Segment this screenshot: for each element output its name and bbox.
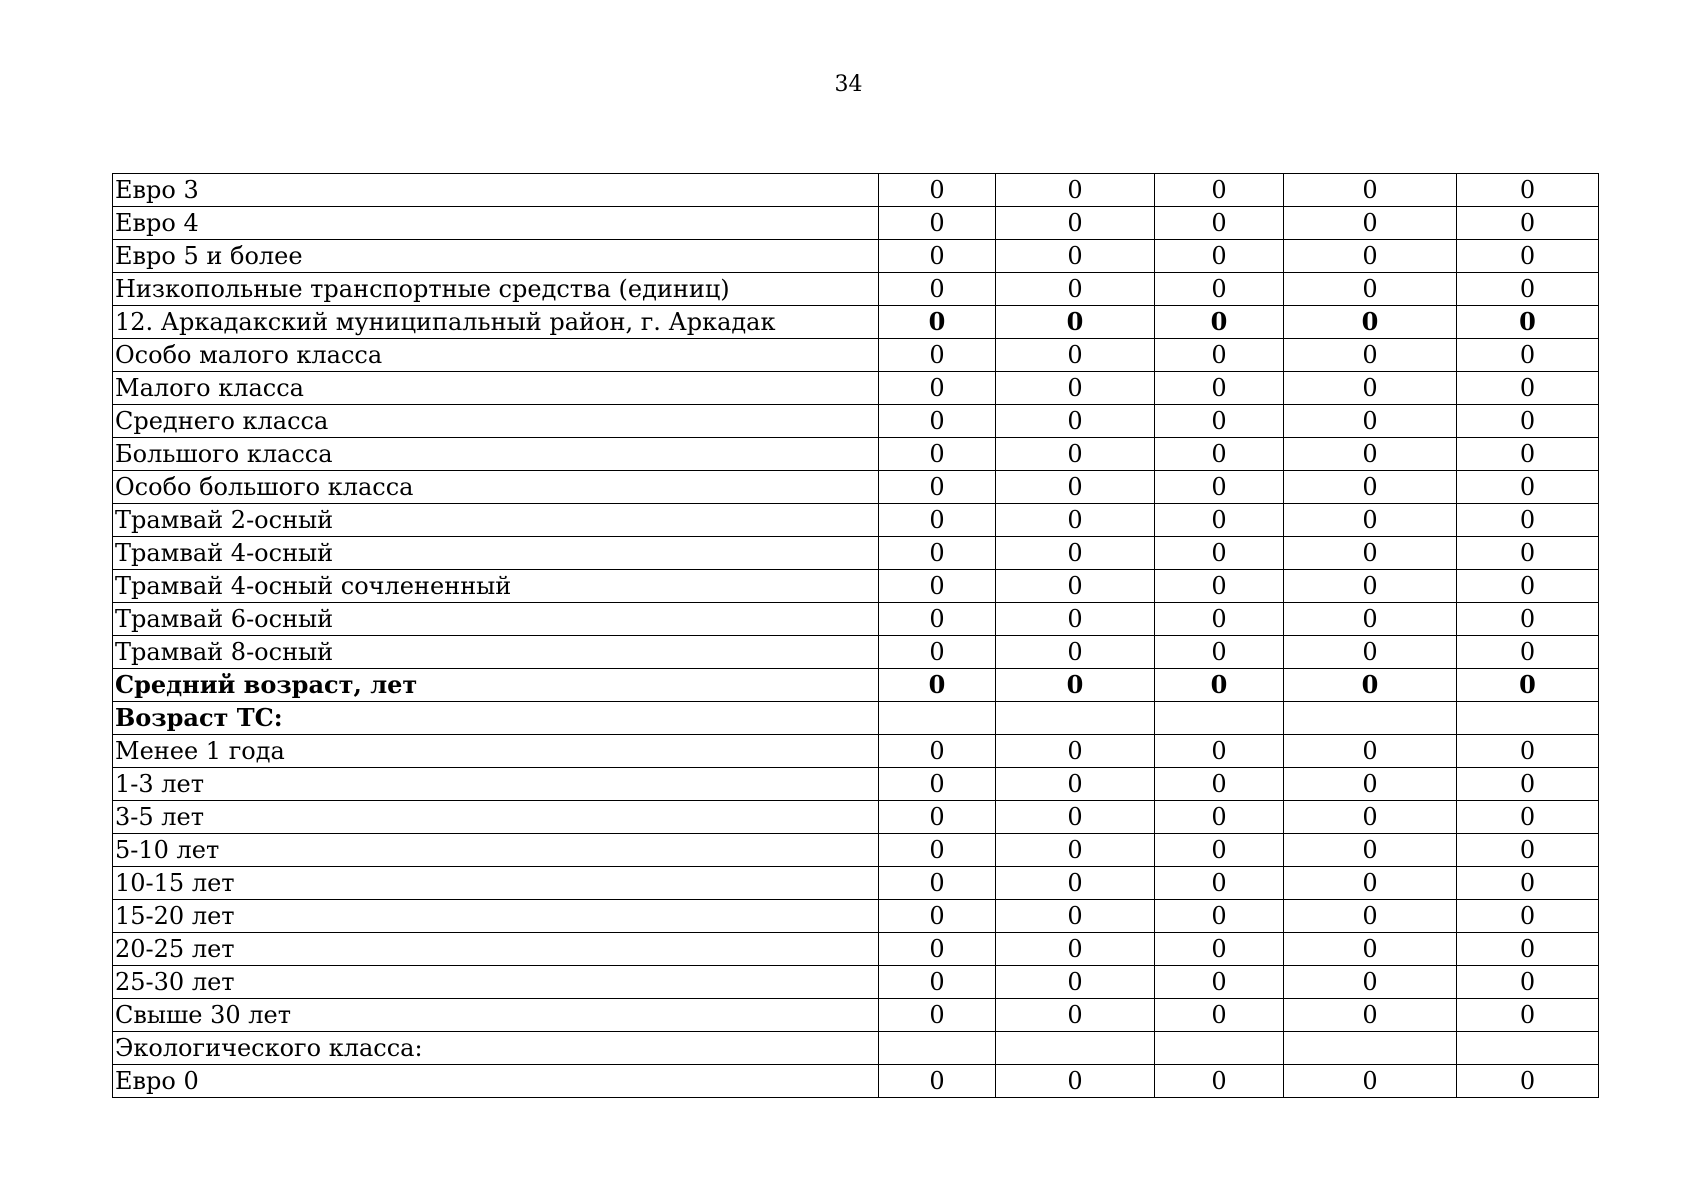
row-label: Трамвай 6-осный xyxy=(113,603,879,636)
value-cell: 0 xyxy=(879,273,996,306)
value-cell xyxy=(996,702,1155,735)
value-cell: 0 xyxy=(996,933,1155,966)
row-label: Трамвай 4-осный xyxy=(113,537,879,570)
value-cell: 0 xyxy=(1284,735,1457,768)
row-label: Евро 4 xyxy=(113,207,879,240)
value-cell: 0 xyxy=(1155,801,1284,834)
value-cell: 0 xyxy=(879,504,996,537)
value-cell: 0 xyxy=(1284,174,1457,207)
value-cell: 0 xyxy=(1155,207,1284,240)
value-cell: 0 xyxy=(996,669,1155,702)
table-row xyxy=(113,372,1599,405)
value-cell: 0 xyxy=(1155,636,1284,669)
row-label: Низкопольные транспортные средства (единиц) xyxy=(113,273,879,306)
value-cell: 0 xyxy=(879,834,996,867)
value-cell: 0 xyxy=(1457,966,1599,999)
value-cell: 0 xyxy=(879,1065,996,1098)
value-cell: 0 xyxy=(879,207,996,240)
value-cell: 0 xyxy=(879,471,996,504)
value-cell: 0 xyxy=(879,570,996,603)
value-cell: 0 xyxy=(1457,438,1599,471)
value-cell: 0 xyxy=(1284,240,1457,273)
value-cell: 0 xyxy=(1155,669,1284,702)
table-row xyxy=(113,768,1599,801)
value-cell: 0 xyxy=(879,174,996,207)
value-cell: 0 xyxy=(1284,207,1457,240)
value-cell: 0 xyxy=(1284,471,1457,504)
value-cell: 0 xyxy=(879,537,996,570)
value-cell: 0 xyxy=(1284,438,1457,471)
table-row xyxy=(113,504,1599,537)
row-label: 12. Аркадакский муниципальный район, г. Аркадак xyxy=(113,306,879,339)
table-row xyxy=(113,636,1599,669)
table-row xyxy=(113,1032,1599,1065)
value-cell: 0 xyxy=(1155,273,1284,306)
table-row xyxy=(113,867,1599,900)
value-cell: 0 xyxy=(1284,405,1457,438)
value-cell: 0 xyxy=(1284,834,1457,867)
value-cell: 0 xyxy=(1457,603,1599,636)
value-cell: 0 xyxy=(1457,636,1599,669)
value-cell: 0 xyxy=(1457,1065,1599,1098)
row-label: Особо большого класса xyxy=(113,471,879,504)
value-cell: 0 xyxy=(996,603,1155,636)
table-row xyxy=(113,702,1599,735)
value-cell: 0 xyxy=(1155,537,1284,570)
value-cell: 0 xyxy=(996,999,1155,1032)
value-cell: 0 xyxy=(996,372,1155,405)
value-cell: 0 xyxy=(879,867,996,900)
value-cell xyxy=(996,1032,1155,1065)
value-cell: 0 xyxy=(1457,207,1599,240)
value-cell: 0 xyxy=(1284,669,1457,702)
value-cell: 0 xyxy=(996,867,1155,900)
data-table xyxy=(112,173,1599,1098)
value-cell: 0 xyxy=(1284,273,1457,306)
value-cell: 0 xyxy=(996,801,1155,834)
row-label: Средний возраст, лет xyxy=(113,669,879,702)
value-cell xyxy=(1155,702,1284,735)
table-row xyxy=(113,339,1599,372)
value-cell: 0 xyxy=(879,801,996,834)
value-cell: 0 xyxy=(879,306,996,339)
row-label: Среднего класса xyxy=(113,405,879,438)
value-cell: 0 xyxy=(1155,768,1284,801)
value-cell: 0 xyxy=(1284,504,1457,537)
value-cell: 0 xyxy=(879,933,996,966)
row-label: Свыше 30 лет xyxy=(113,999,879,1032)
value-cell: 0 xyxy=(1457,570,1599,603)
row-label: Трамвай 2-осный xyxy=(113,504,879,537)
table-row xyxy=(113,570,1599,603)
value-cell: 0 xyxy=(1284,372,1457,405)
table-row xyxy=(113,471,1599,504)
value-cell xyxy=(879,702,996,735)
value-cell: 0 xyxy=(1155,1065,1284,1098)
value-cell: 0 xyxy=(1155,999,1284,1032)
value-cell: 0 xyxy=(1155,174,1284,207)
row-label: 1-3 лет xyxy=(113,768,879,801)
value-cell: 0 xyxy=(1457,306,1599,339)
row-label: Менее 1 года xyxy=(113,735,879,768)
table-row xyxy=(113,669,1599,702)
value-cell: 0 xyxy=(996,471,1155,504)
table-row xyxy=(113,306,1599,339)
value-cell: 0 xyxy=(1284,339,1457,372)
row-label: Экологического класса: xyxy=(113,1032,879,1065)
value-cell: 0 xyxy=(996,273,1155,306)
table-row xyxy=(113,537,1599,570)
value-cell: 0 xyxy=(1155,933,1284,966)
value-cell xyxy=(879,1032,996,1065)
value-cell: 0 xyxy=(1284,966,1457,999)
row-label: Особо малого класса xyxy=(113,339,879,372)
value-cell: 0 xyxy=(1457,900,1599,933)
table-row xyxy=(113,1065,1599,1098)
row-label: Трамвай 8-осный xyxy=(113,636,879,669)
value-cell: 0 xyxy=(1155,405,1284,438)
table-row xyxy=(113,834,1599,867)
row-label: Евро 0 xyxy=(113,1065,879,1098)
table-row xyxy=(113,735,1599,768)
value-cell: 0 xyxy=(996,966,1155,999)
value-cell: 0 xyxy=(1284,999,1457,1032)
value-cell: 0 xyxy=(879,438,996,471)
value-cell: 0 xyxy=(1284,636,1457,669)
value-cell: 0 xyxy=(1284,570,1457,603)
table-row xyxy=(113,966,1599,999)
value-cell: 0 xyxy=(996,174,1155,207)
value-cell: 0 xyxy=(1457,174,1599,207)
table-row xyxy=(113,273,1599,306)
value-cell: 0 xyxy=(996,438,1155,471)
value-cell: 0 xyxy=(1457,801,1599,834)
value-cell xyxy=(1457,1032,1599,1065)
row-label: Евро 3 xyxy=(113,174,879,207)
value-cell: 0 xyxy=(1457,339,1599,372)
value-cell: 0 xyxy=(996,306,1155,339)
table-row xyxy=(113,207,1599,240)
value-cell: 0 xyxy=(1155,966,1284,999)
value-cell: 0 xyxy=(1284,933,1457,966)
value-cell: 0 xyxy=(1155,339,1284,372)
value-cell: 0 xyxy=(1155,438,1284,471)
row-label: Большого класса xyxy=(113,438,879,471)
value-cell: 0 xyxy=(879,735,996,768)
row-label: 15-20 лет xyxy=(113,900,879,933)
value-cell: 0 xyxy=(996,504,1155,537)
value-cell: 0 xyxy=(996,405,1155,438)
value-cell: 0 xyxy=(1284,603,1457,636)
value-cell: 0 xyxy=(996,636,1155,669)
value-cell: 0 xyxy=(996,339,1155,372)
value-cell: 0 xyxy=(996,207,1155,240)
value-cell: 0 xyxy=(879,768,996,801)
value-cell: 0 xyxy=(996,537,1155,570)
table-body xyxy=(113,174,1599,1098)
page-number: 34 xyxy=(834,72,863,97)
table-row xyxy=(113,900,1599,933)
row-label: 5-10 лет xyxy=(113,834,879,867)
value-cell: 0 xyxy=(1457,834,1599,867)
value-cell: 0 xyxy=(1457,372,1599,405)
value-cell: 0 xyxy=(879,405,996,438)
value-cell xyxy=(1284,702,1457,735)
table-row xyxy=(113,405,1599,438)
value-cell: 0 xyxy=(1284,768,1457,801)
table-row xyxy=(113,240,1599,273)
value-cell: 0 xyxy=(1155,306,1284,339)
value-cell: 0 xyxy=(879,603,996,636)
row-label: Евро 5 и более xyxy=(113,240,879,273)
value-cell: 0 xyxy=(879,339,996,372)
row-label: Малого класса xyxy=(113,372,879,405)
value-cell: 0 xyxy=(879,999,996,1032)
value-cell: 0 xyxy=(1457,471,1599,504)
row-label: 3-5 лет xyxy=(113,801,879,834)
value-cell: 0 xyxy=(1457,999,1599,1032)
value-cell: 0 xyxy=(1155,735,1284,768)
value-cell: 0 xyxy=(1284,900,1457,933)
value-cell: 0 xyxy=(1284,1065,1457,1098)
row-label: 20-25 лет xyxy=(113,933,879,966)
value-cell: 0 xyxy=(1155,900,1284,933)
value-cell: 0 xyxy=(1155,603,1284,636)
value-cell: 0 xyxy=(1284,537,1457,570)
table-row xyxy=(113,603,1599,636)
value-cell: 0 xyxy=(1284,801,1457,834)
value-cell: 0 xyxy=(1155,867,1284,900)
value-cell: 0 xyxy=(996,240,1155,273)
row-label: Трамвай 4-осный сочлененный xyxy=(113,570,879,603)
row-label: Возраст ТС: xyxy=(113,702,879,735)
value-cell: 0 xyxy=(879,669,996,702)
value-cell: 0 xyxy=(879,900,996,933)
value-cell: 0 xyxy=(1457,405,1599,438)
value-cell: 0 xyxy=(1457,867,1599,900)
value-cell: 0 xyxy=(996,735,1155,768)
value-cell: 0 xyxy=(1155,570,1284,603)
table-row xyxy=(113,933,1599,966)
value-cell: 0 xyxy=(1284,306,1457,339)
table-row xyxy=(113,999,1599,1032)
value-cell: 0 xyxy=(879,372,996,405)
value-cell: 0 xyxy=(1155,504,1284,537)
value-cell xyxy=(1457,702,1599,735)
value-cell: 0 xyxy=(1155,471,1284,504)
row-label: 25-30 лет xyxy=(113,966,879,999)
value-cell: 0 xyxy=(879,240,996,273)
value-cell: 0 xyxy=(996,900,1155,933)
table-row xyxy=(113,801,1599,834)
value-cell: 0 xyxy=(1457,537,1599,570)
value-cell: 0 xyxy=(1457,273,1599,306)
value-cell: 0 xyxy=(1155,834,1284,867)
value-cell: 0 xyxy=(1457,768,1599,801)
value-cell: 0 xyxy=(879,636,996,669)
value-cell: 0 xyxy=(1457,504,1599,537)
value-cell: 0 xyxy=(1284,867,1457,900)
value-cell: 0 xyxy=(1155,372,1284,405)
value-cell: 0 xyxy=(1457,933,1599,966)
value-cell: 0 xyxy=(1457,735,1599,768)
value-cell: 0 xyxy=(879,966,996,999)
table-row xyxy=(113,438,1599,471)
value-cell: 0 xyxy=(1155,240,1284,273)
value-cell: 0 xyxy=(1457,240,1599,273)
value-cell xyxy=(1284,1032,1457,1065)
value-cell: 0 xyxy=(996,768,1155,801)
row-label: 10-15 лет xyxy=(113,867,879,900)
value-cell: 0 xyxy=(996,834,1155,867)
value-cell: 0 xyxy=(996,570,1155,603)
value-cell xyxy=(1155,1032,1284,1065)
value-cell: 0 xyxy=(996,1065,1155,1098)
table-row xyxy=(113,174,1599,207)
value-cell: 0 xyxy=(1457,669,1599,702)
